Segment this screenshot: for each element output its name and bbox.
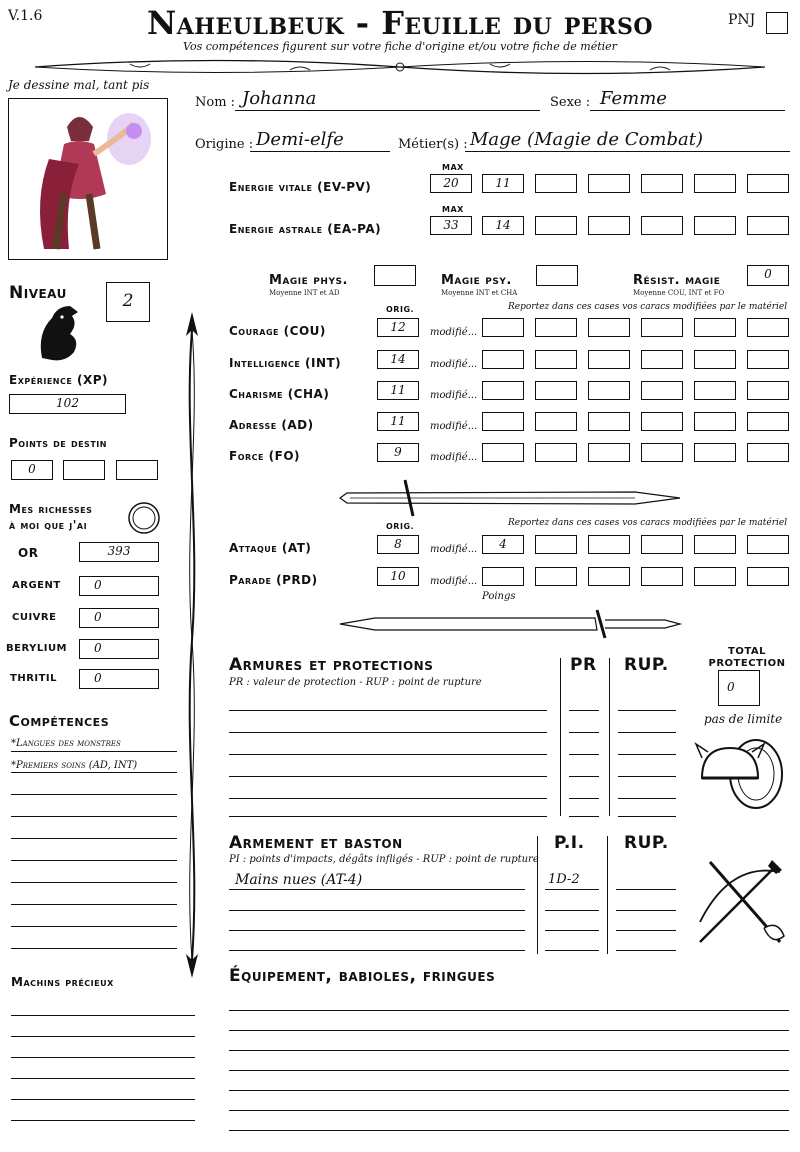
attaque-orig-box[interactable]: 8 — [377, 535, 419, 554]
armure-rup-line — [618, 710, 676, 711]
carac-mod-box[interactable] — [747, 381, 789, 400]
carac-orig-box[interactable]: 11 — [377, 412, 419, 431]
argent-label: ARGENT — [12, 580, 61, 591]
carac-modif-label: modifié... — [430, 327, 478, 338]
competence-line — [11, 794, 177, 795]
carac-orig-box[interactable]: 12 — [377, 318, 419, 337]
armure-rup-line — [618, 754, 676, 755]
equipement-line — [229, 1110, 789, 1111]
combat-note: Reportez dans ces cases vos caracs modifiées par le matériel — [508, 518, 788, 528]
attaque-box[interactable] — [641, 535, 683, 554]
armement-rup-line — [616, 930, 676, 931]
carac-mod-box[interactable] — [482, 412, 524, 431]
destin-box[interactable]: 0 — [11, 460, 53, 480]
weapons-icon — [690, 852, 790, 952]
berylium-label: BERYLIUM — [6, 643, 68, 654]
niveau-box[interactable]: 2 — [106, 282, 150, 322]
carac-mod-box[interactable] — [641, 350, 683, 369]
carac-modif-label: modifié... — [430, 421, 478, 432]
armement-rup-header: RUP. — [624, 833, 669, 853]
armure-pr-line — [569, 798, 599, 799]
sword-icon — [335, 478, 685, 518]
ev-current-box[interactable]: 11 — [482, 174, 524, 193]
thritil-label: THRITIL — [10, 673, 58, 684]
coin-icon — [126, 500, 162, 536]
carac-label: Force (FO) — [229, 449, 301, 463]
carac-mod-box[interactable] — [535, 381, 577, 400]
niveau-label: Niveau — [9, 283, 67, 303]
armement-pi-line — [545, 930, 599, 931]
magie-psy-label: Magie psy. — [441, 273, 512, 288]
total-protection-label-2: PROTECTION — [708, 658, 786, 669]
portrait-frame — [8, 98, 168, 260]
total-protection-label: TOTAL — [728, 646, 766, 657]
armures-pr-header: PR — [570, 655, 597, 675]
ea-current-box[interactable]: 14 — [482, 216, 524, 235]
armement-line — [229, 930, 525, 931]
armure-line — [229, 816, 547, 817]
carac-mod-box[interactable] — [641, 318, 683, 337]
xp-label: Expérience (XP) — [9, 373, 109, 387]
resist-magie-box[interactable]: 0 — [747, 265, 789, 286]
equipement-line — [229, 1050, 789, 1051]
attaque-label: Attaque (AT) — [229, 541, 312, 555]
richesses-label: Mes richesses — [9, 502, 93, 516]
or-label: OR — [18, 546, 39, 560]
version-label: V.1.6 — [8, 8, 43, 24]
carac-mod-box[interactable] — [694, 381, 736, 400]
parade-box[interactable] — [641, 567, 683, 586]
carac-mod-box[interactable] — [482, 381, 524, 400]
armure-line — [229, 710, 547, 711]
metier-line — [465, 151, 790, 152]
carac-mod-box[interactable] — [588, 350, 630, 369]
equipement-label: Équipement, babioles, fringues — [229, 966, 496, 986]
sexe-line — [590, 110, 785, 111]
armement-sub: PI : points d'impacts, dégâts infligés - RUP : point de rupture — [229, 854, 539, 865]
carac-mod-box[interactable] — [747, 412, 789, 431]
pnj-label: PNJ — [728, 12, 756, 28]
metier-label: Métier(s) : — [398, 137, 468, 152]
competence-line — [11, 926, 177, 927]
armures-divider — [560, 658, 561, 816]
magie-phys-box[interactable] — [374, 265, 416, 286]
xp-box[interactable]: 102 — [9, 394, 126, 414]
armement-rup-line — [616, 950, 676, 951]
carac-mod-box[interactable] — [747, 350, 789, 369]
competence-line — [11, 904, 177, 905]
carac-mod-box[interactable] — [482, 350, 524, 369]
ea-box[interactable] — [694, 216, 736, 235]
carac-mod-box[interactable] — [482, 443, 524, 462]
parade-box[interactable] — [588, 567, 630, 586]
ev-max-box[interactable]: 20 — [430, 174, 472, 193]
destin-box[interactable] — [116, 460, 158, 480]
competence-line — [11, 860, 177, 861]
equipement-line — [229, 1090, 789, 1091]
weapon-pi[interactable]: 1D-2 — [548, 872, 580, 887]
carac-modif-label: modifié... — [430, 359, 478, 370]
destin-box[interactable] — [63, 460, 105, 480]
ev-box[interactable] — [641, 174, 683, 193]
armement-pi-line — [545, 889, 599, 890]
ea-box[interactable] — [588, 216, 630, 235]
magie-psy-sub: Moyenne INT et CHA — [441, 289, 518, 297]
argent-box[interactable]: 0 — [79, 576, 159, 596]
cuivre-label: CUIVRE — [12, 612, 57, 623]
parade-box[interactable] — [482, 567, 524, 586]
page-title: Naheulbeuk - Feuille du perso — [146, 4, 654, 42]
armement-line — [229, 950, 525, 951]
competence-line — [11, 838, 177, 839]
attaque-box[interactable] — [535, 535, 577, 554]
machins-line — [11, 1099, 195, 1100]
armement-pi-line — [545, 910, 599, 911]
carac-mod-box[interactable] — [641, 443, 683, 462]
ev-box[interactable] — [535, 174, 577, 193]
ev-box[interactable] — [747, 174, 789, 193]
carac-mod-box[interactable] — [694, 318, 736, 337]
or-box[interactable]: 393 — [79, 542, 159, 562]
ea-box[interactable] — [641, 216, 683, 235]
parade-modif-label: modifié... — [430, 576, 478, 587]
equipement-line — [229, 1070, 789, 1071]
carac-label: Charisme (CHA) — [229, 387, 330, 401]
armure-pr-line — [569, 732, 599, 733]
attaque-box[interactable] — [588, 535, 630, 554]
carac-mod-box[interactable] — [588, 381, 630, 400]
competence-line — [11, 816, 177, 817]
carac-mod-box[interactable] — [641, 381, 683, 400]
carac-mod-box[interactable] — [694, 350, 736, 369]
armures-label: Armures et protections — [229, 655, 434, 675]
armement-label: Armement et baston — [229, 833, 403, 853]
armure-rup-line — [618, 816, 676, 817]
ea-box[interactable] — [747, 216, 789, 235]
sword-icon — [335, 606, 685, 642]
carac-label: Intelligence (INT) — [229, 356, 342, 370]
carac-mod-box[interactable] — [535, 318, 577, 337]
carac-mod-box[interactable] — [641, 412, 683, 431]
ea-box[interactable] — [535, 216, 577, 235]
page-subtitle: Vos compétences figurent sur votre fiche d'origine et/ou votre fiche de métier — [183, 40, 617, 53]
armure-pr-line — [569, 816, 599, 817]
ev-label: Energie vitale (EV-PV) — [229, 180, 372, 194]
parade-box[interactable] — [535, 567, 577, 586]
metier-value[interactable]: Mage (Magie de Combat) — [470, 129, 703, 150]
competence-line — [11, 948, 177, 949]
armement-pi-header: P.I. — [554, 833, 585, 853]
armure-rup-line — [618, 776, 676, 777]
carac-orig-box[interactable]: 9 — [377, 443, 419, 462]
carac-orig-box[interactable]: 14 — [377, 350, 419, 369]
machins-label: Machins précieux — [11, 975, 114, 989]
armure-pr-line — [569, 710, 599, 711]
armure-pr-line — [569, 754, 599, 755]
machins-line — [11, 1057, 195, 1058]
ev-box[interactable] — [588, 174, 630, 193]
pnj-checkbox[interactable] — [766, 12, 788, 34]
attaque-box[interactable] — [747, 535, 789, 554]
poings-label: Poings — [482, 591, 516, 602]
carac-mod-box[interactable] — [535, 350, 577, 369]
nom-value[interactable]: Johanna — [242, 88, 317, 109]
cuivre-box[interactable]: 0 — [79, 608, 159, 628]
nom-label: Nom : — [195, 95, 236, 110]
sexe-label: Sexe : — [550, 95, 591, 110]
armement-divider — [537, 836, 538, 954]
destin-label: Points de destin — [9, 436, 107, 450]
carac-mod-box[interactable] — [588, 318, 630, 337]
competences-label: Compétences — [9, 712, 110, 730]
weapon-name[interactable]: Mains nues (AT-4) — [235, 872, 363, 888]
thritil-box[interactable]: 0 — [79, 669, 159, 689]
competence-line — [11, 882, 177, 883]
machins-line — [11, 1036, 195, 1037]
armure-rup-line — [618, 732, 676, 733]
spear-icon — [180, 310, 204, 980]
ea-max-label: MAX — [442, 205, 464, 214]
competence-line — [11, 751, 177, 752]
portrait-caption: Je dessine mal, tant pis — [8, 78, 150, 92]
carac-label: Adresse (AD) — [229, 418, 314, 432]
carac-modif-label: modifié... — [430, 390, 478, 401]
carac-mod-box[interactable] — [535, 412, 577, 431]
nom-line — [235, 110, 540, 111]
attaque-modif-label: modifié... — [430, 544, 478, 555]
armures-divider — [609, 658, 610, 816]
origine-label: Origine : — [195, 137, 254, 152]
carac-orig-label: ORIG. — [386, 305, 415, 314]
competence-line — [11, 772, 177, 773]
carac-mod-box[interactable] — [588, 443, 630, 462]
carac-mod-box[interactable] — [694, 412, 736, 431]
equipement-line — [229, 1010, 789, 1011]
carac-mod-box[interactable] — [694, 443, 736, 462]
machins-line — [11, 1078, 195, 1079]
carac-note: Reportez dans ces cases vos caracs modifiées par le matériel — [508, 302, 788, 312]
magie-psy-box[interactable] — [536, 265, 578, 286]
machins-line — [11, 1120, 195, 1121]
carac-label: Courage (COU) — [229, 324, 326, 338]
armure-rup-line — [618, 798, 676, 799]
sexe-value[interactable]: Femme — [600, 88, 667, 109]
combat-orig-label: ORIG. — [386, 522, 415, 531]
dragon-icon — [32, 303, 82, 363]
helmet-shield-icon — [694, 728, 786, 814]
armure-line — [229, 732, 547, 733]
carac-mod-box[interactable] — [482, 318, 524, 337]
richesses-label-2: à moi que j'ai — [9, 518, 88, 532]
armement-rup-line — [616, 910, 676, 911]
carac-mod-box[interactable] — [535, 443, 577, 462]
carac-mod-box[interactable] — [747, 443, 789, 462]
magie-phys-label: Magie phys. — [269, 273, 348, 288]
machins-line — [11, 1015, 195, 1016]
carac-modif-label: modifié... — [430, 452, 478, 463]
ea-max-box[interactable]: 33 — [430, 216, 472, 235]
parade-orig-box[interactable]: 10 — [377, 567, 419, 586]
magie-phys-sub: Moyenne INT et AD — [269, 289, 340, 297]
ornament-divider-icon — [30, 56, 770, 78]
carac-mod-box[interactable] — [747, 318, 789, 337]
equipement-line — [229, 1130, 789, 1131]
carac-mod-box[interactable] — [588, 412, 630, 431]
armure-line — [229, 754, 547, 755]
armures-rup-header: RUP. — [624, 655, 669, 675]
pas-de-limite-label: pas de limite — [704, 712, 783, 726]
mage-portrait-icon — [9, 99, 165, 257]
attaque-box[interactable] — [694, 535, 736, 554]
equipement-line — [229, 1030, 789, 1031]
armures-sub: PR : valeur de protection - RUP : point de rupture — [229, 677, 482, 688]
carac-orig-box[interactable]: 11 — [377, 381, 419, 400]
ev-max-label: MAX — [442, 163, 464, 172]
total-protection-box[interactable]: 0 — [718, 670, 760, 706]
armement-divider — [607, 836, 608, 954]
resist-magie-sub: Moyenne COU, INT et FO — [633, 289, 725, 297]
origine-value[interactable]: Demi-elfe — [256, 129, 344, 150]
competence-item[interactable]: *Langues des monstres — [11, 738, 121, 749]
armure-line — [229, 798, 547, 799]
attaque-mod-box[interactable]: 4 — [482, 535, 524, 554]
competence-item[interactable]: *Premiers soins (AD, INT) — [11, 760, 138, 771]
resist-magie-label: Résist. magie — [633, 273, 721, 288]
armement-pi-line — [545, 950, 599, 951]
berylium-box[interactable]: 0 — [79, 639, 159, 659]
armure-line — [229, 776, 547, 777]
armement-line — [229, 889, 525, 890]
parade-box[interactable] — [747, 567, 789, 586]
parade-label: Parade (PRD) — [229, 573, 318, 587]
armement-line — [229, 910, 525, 911]
parade-box[interactable] — [694, 567, 736, 586]
armement-rup-line — [616, 889, 676, 890]
armure-pr-line — [569, 776, 599, 777]
ev-box[interactable] — [694, 174, 736, 193]
ea-label: Energie astrale (EA-PA) — [229, 222, 382, 236]
origine-line — [250, 151, 390, 152]
